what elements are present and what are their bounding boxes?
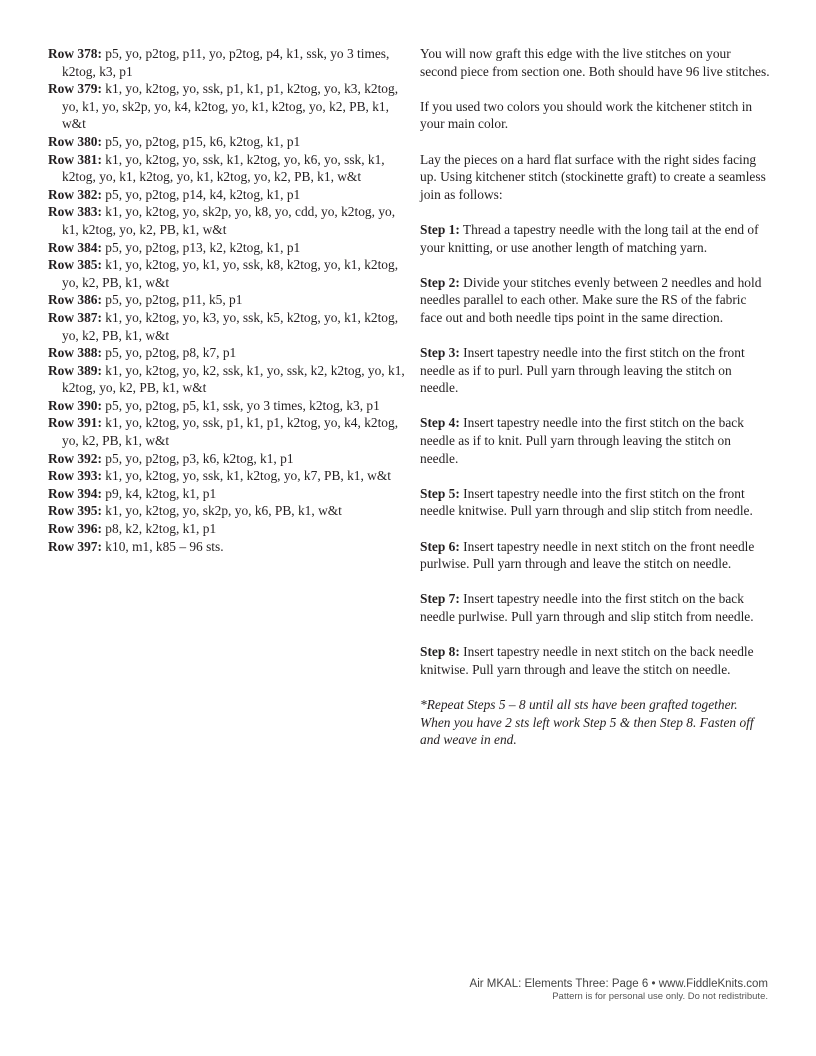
row-text: k10, m1, k85 – 96 sts. [105,538,224,554]
step-label: Step 6: [420,538,460,554]
row-text: k1, yo, k2tog, yo, ssk, k1, k2tog, yo, k6, yo, ssk, k1, k2tog, yo, k1, k2tog, yo, k1, k2tog, yo, k2, PB, k1, w&t [62,151,385,185]
row-entry [48,309,408,344]
step-paragraph [420,274,770,327]
row-label: Row 391: [48,415,102,431]
row-text: p5, yo, p2tog, p14, k4, k2tog, k1, p1 [105,186,301,202]
row-label: Row 383: [48,204,102,220]
row-label: Row 394: [48,485,102,501]
step-label: Step 3: [420,345,460,361]
row-text: p5, yo, p2tog, p5, k1, ssk, yo 3 times, k2tog, k3, p1 [105,397,380,413]
row-label: Row 393: [48,468,102,484]
step-text: Insert tapestry needle into the first stitch on the front needle knitwise. Pull yarn through and slip stitch from needle. [420,485,753,519]
row-entry [48,538,408,556]
row-label: Row 378: [48,46,102,61]
row-entry [48,414,408,449]
row-entry [48,485,408,503]
row-label: Row 380: [48,133,102,149]
row-text: p5, yo, p2tog, p3, k6, k2tog, k1, p1 [105,450,294,466]
row-text: k1, yo, k2tog, yo, sk2p, yo, k8, yo, cdd, yo, k2tog, yo, k1, k2tog, yo, k2, PB, k1, w&t [62,204,396,237]
row-label: Row 392: [48,450,102,466]
step-label: Step 1: [420,221,460,237]
row-label: Row 382: [48,186,102,202]
step-paragraph [420,414,770,467]
row-text: k1, yo, k2tog, yo, ssk, k1, k2tog, yo, k7, PB, k1, w&t [105,468,391,484]
intro-paragraph: You will now graft this edge with the live stitches on your second piece from section one. Both should have 96 live stitches. [420,46,770,79]
row-text: p8, k2, k2tog, k1, p1 [105,521,217,537]
step-label: Step 2: [420,274,460,290]
step-text: Thread a tapestry needle with the long tail at the end of your knitting, or use another length of matching yarn. [420,221,759,255]
step-paragraph [420,485,770,520]
step-text: Divide your stitches evenly between 2 needles and hold needles parallel to each other. Make sure the RS of the fabric face out and both needle tips point in the same direction. [420,274,762,325]
row-instructions [48,45,408,555]
row-label: Row 381: [48,151,102,167]
row-label: Row 388: [48,345,102,361]
step-paragraph [420,590,770,625]
row-label: Row 385: [48,257,102,273]
step-paragraph [420,221,770,256]
grafting-instructions [420,45,770,749]
row-label: Row 396: [48,521,102,537]
row-entry [48,520,408,538]
row-entry [48,397,408,415]
row-entry [48,450,408,468]
row-text: k1, yo, k2tog, yo, sk2p, yo, k6, PB, k1, w&t [105,503,342,519]
row-entry [48,186,408,204]
row-text: p9, k4, k2tog, k1, p1 [105,485,217,501]
row-label: Row 397: [48,538,102,554]
row-entry [48,256,408,291]
row-entry [48,362,408,397]
row-label: Row 395: [48,503,102,519]
row-entry [48,502,408,520]
footer-title: Air MKAL: Elements Three: Page 6 • www.FiddleKnits.com [469,978,768,990]
row-text: k1, yo, k2tog, yo, k3, yo, ssk, k5, k2tog, yo, k1, k2tog, yo, k2, PB, k1, w&t [62,309,399,343]
step-label: Step 7: [420,591,460,607]
row-entry [48,239,408,257]
row-label: Row 386: [48,292,102,308]
step-text: Insert tapestry needle into the first stitch on the back needle as if to knit. Pull yarn through leaving the stitch on needle. [420,415,744,466]
row-text: k1, yo, k2tog, yo, k2, ssk, k1, yo, ssk, k2, k2tog, yo, k1, k2tog, yo, k2, PB, k1, w&t [62,362,405,396]
row-text: k1, yo, k2tog, yo, ssk, p1, k1, p1, k2tog, yo, k3, k2tog, yo, k1, yo, sk2p, yo, k4, k2tog, yo, k1, k2tog, yo, k2, PB, k1, w&t [62,81,399,132]
footer-notice: Pattern is for personal use only. Do not redistribute. [552,991,768,1002]
row-entry [48,45,408,80]
row-label: Row 390: [48,397,102,413]
step-label: Step 4: [420,415,460,431]
intro-paragraph: If you used two colors you should work the kitchener stitch in your main color. [420,98,753,132]
row-text: k1, yo, k2tog, yo, k1, yo, ssk, k8, k2tog, yo, k1, k2tog, yo, k2, PB, k1, w&t [62,257,399,290]
row-label: Row 389: [48,362,102,378]
row-entry [48,467,408,485]
row-text: p5, yo, p2tog, p11, k5, p1 [105,292,243,308]
step-text: Insert tapestry needle into the first stitch on the front needle as if to purl. Pull yarn through leaving the stitch on needle. [420,345,745,396]
row-label: Row 384: [48,239,102,255]
row-text: p5, yo, p2tog, p15, k6, k2tog, k1, p1 [105,133,301,149]
row-entry [48,133,408,151]
step-label: Step 8: [420,644,460,660]
step-paragraph [420,344,770,397]
row-label: Row 379: [48,81,102,97]
row-entry [48,151,408,186]
row-entry [48,291,408,309]
row-entry [48,203,408,238]
row-label: Row 387: [48,309,102,325]
row-text: p5, yo, p2tog, p8, k7, p1 [105,345,237,361]
repeat-note: *Repeat Steps 5 – 8 until all sts have been grafted together. When you have 2 sts left work Step 5 & then Step 8. Fasten off and weave in end. [420,696,754,748]
row-entry [48,80,408,133]
row-entry [48,344,408,362]
step-paragraph [420,643,770,678]
step-text: Insert tapestry needle in next stitch on the front needle purlwise. Pull yarn through and leave the stitch on needle. [420,538,755,572]
intro-paragraph: Lay the pieces on a hard flat surface with the right sides facing up. Using kitchener stitch (stockinette graft) to create a seamless join as follows: [420,151,766,202]
row-text: k1, yo, k2tog, yo, ssk, p1, k1, p1, k2tog, yo, k4, k2tog, yo, k2, PB, k1, w&t [62,415,399,449]
step-text: Insert tapestry needle in next stitch on the back needle knitwise. Pull yarn through and leave the stitch on needle. [420,644,754,677]
page-footer [470,977,768,1003]
step-label: Step 5: [420,485,460,501]
step-paragraph [420,538,770,573]
row-text: p5, yo, p2tog, p13, k2, k2tog, k1, p1 [105,239,301,255]
step-list [420,221,770,678]
step-text: Insert tapestry needle into the first stitch on the back needle purlwise. Pull yarn through and slip stitch from needle. [420,591,754,624]
row-text: p5, yo, p2tog, p11, yo, p2tog, p4, k1, ssk, yo 3 times, k2tog, k3, p1 [62,46,390,79]
